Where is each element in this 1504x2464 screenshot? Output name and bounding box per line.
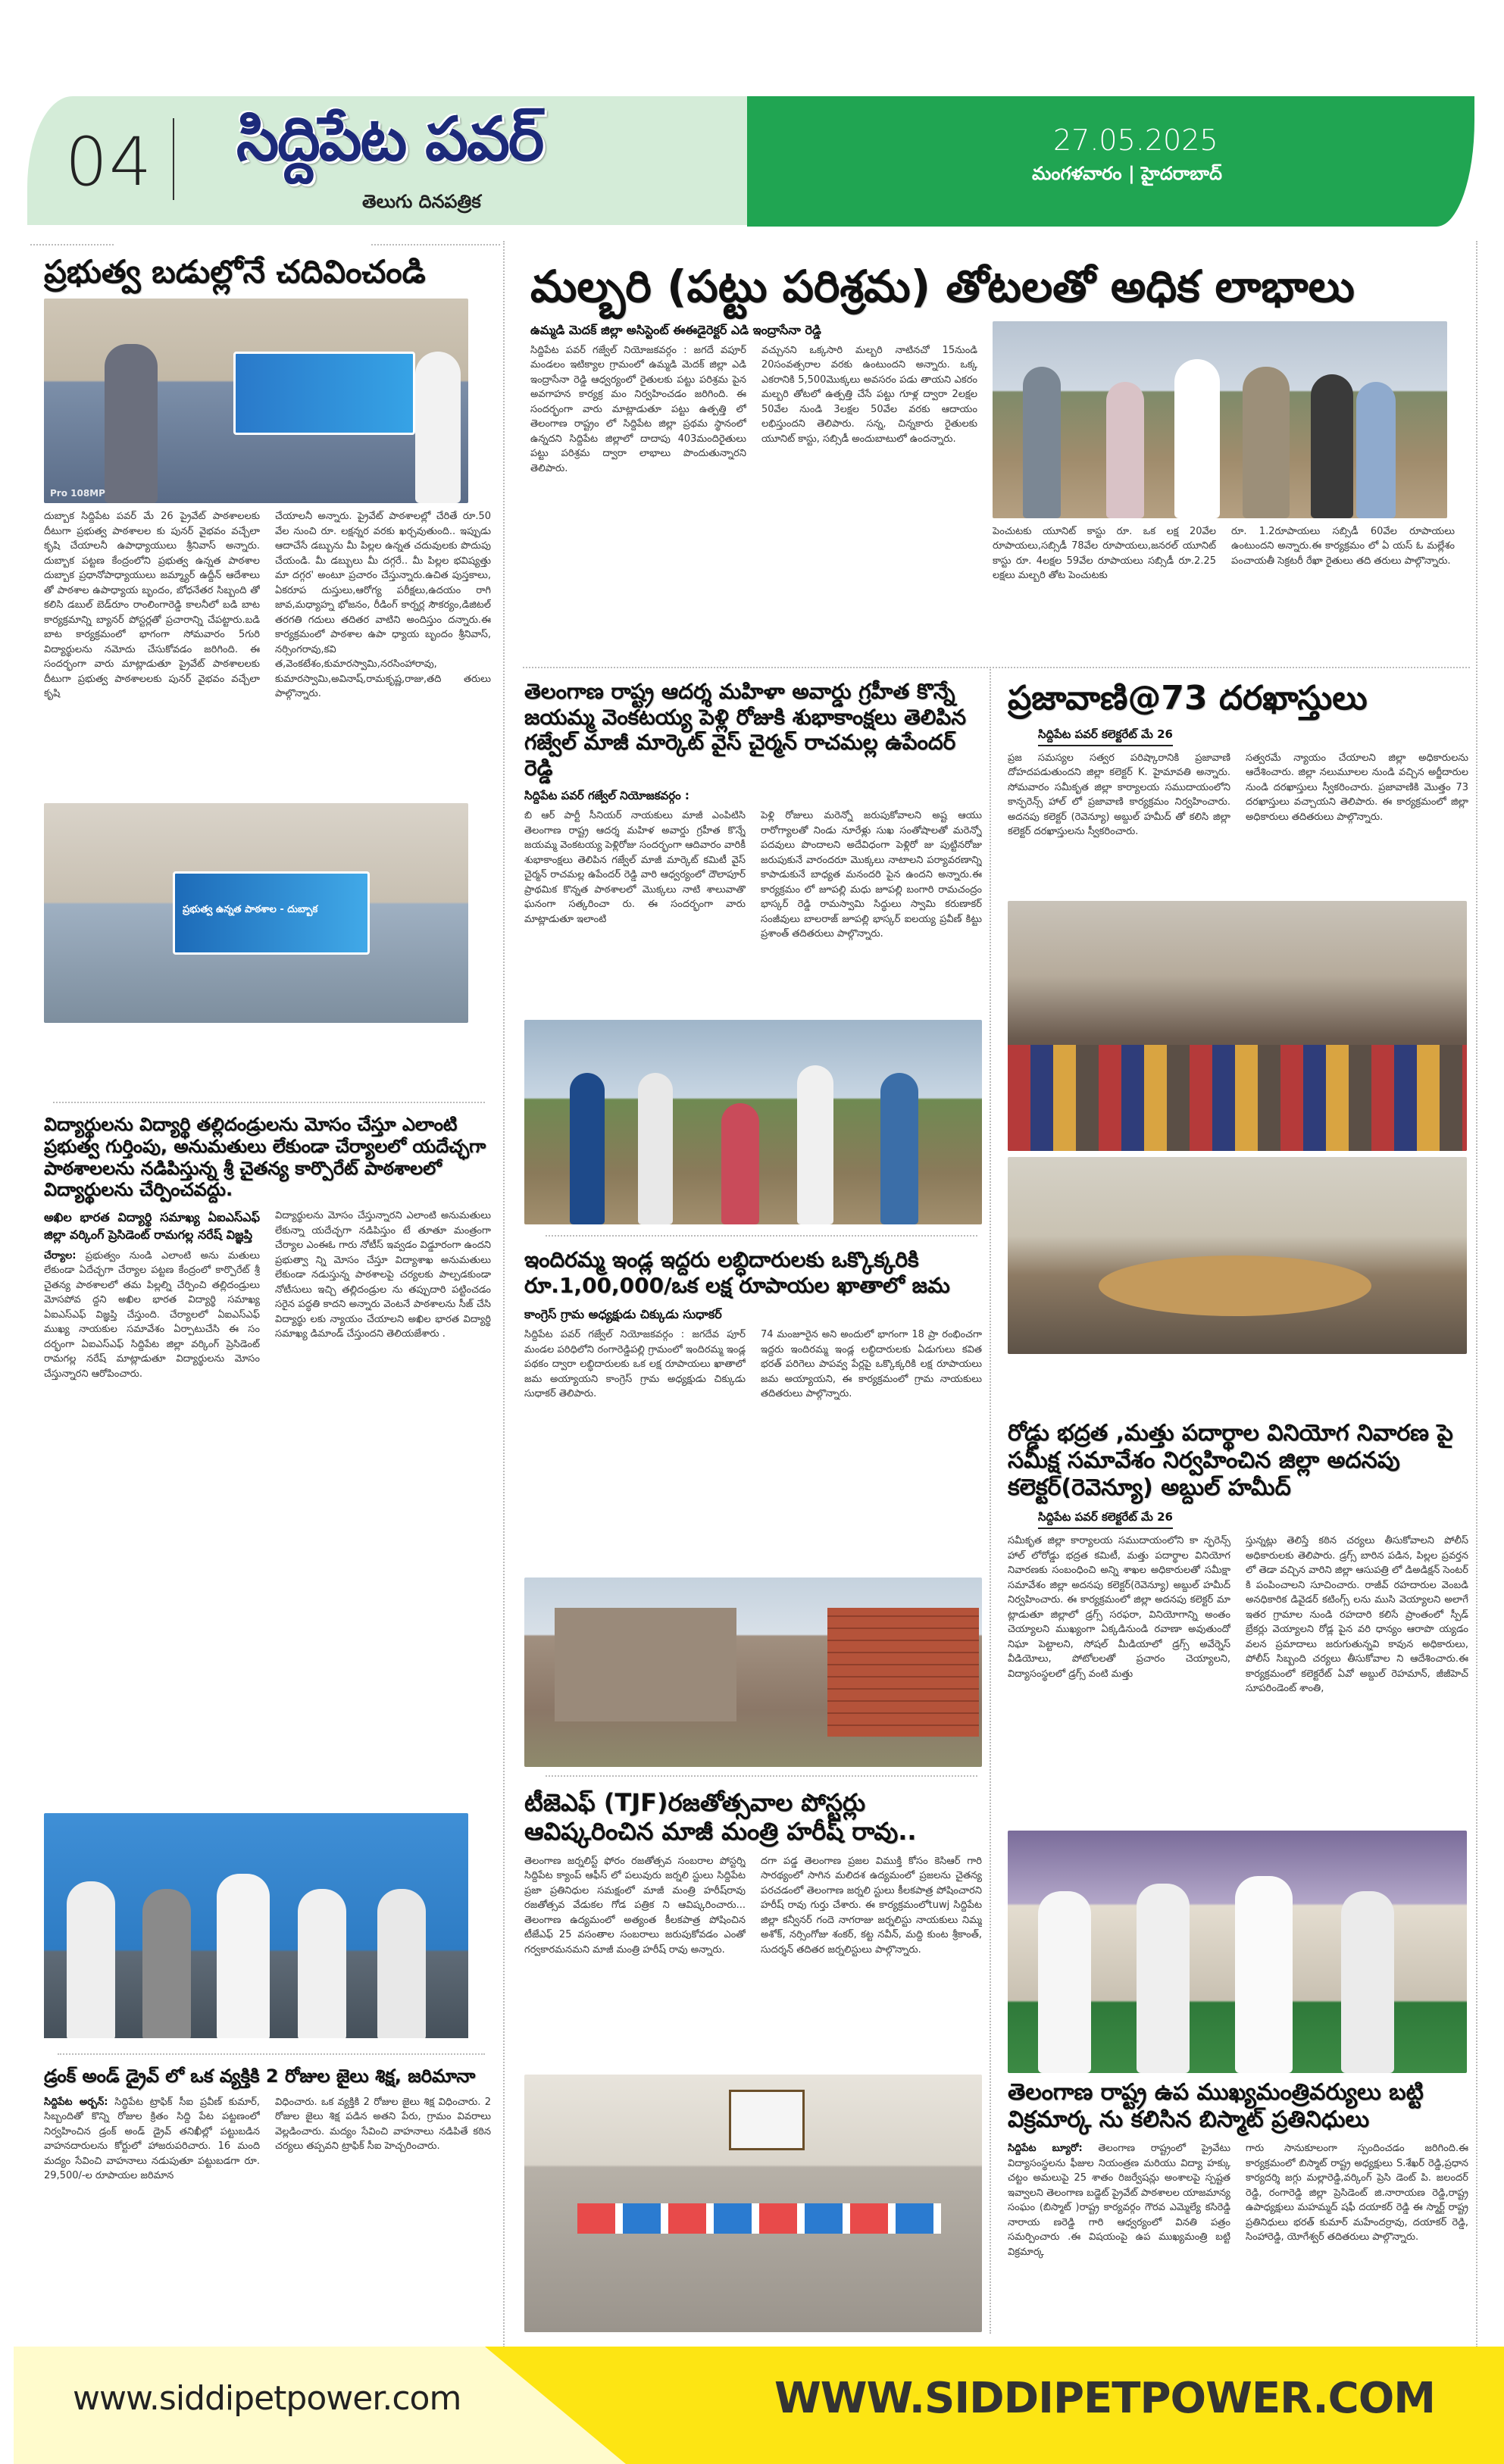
dateline: సిద్దిపేట బ్యూరో: xyxy=(1008,2143,1083,2154)
person-figure xyxy=(638,1073,673,1224)
body-column: పెళ్లి రోజులు మరెన్నో జరుపుకోవాలని అష్ట ఆయు రారోగ్యాలతో నిండు నూరేళ్లు సుఖ సంతోషాలతో మరెన్నో పదవులు పొందాలని అదేవిధంగా పెళ్లిరో జు పుట్టినరోజు జరుపుకునే వారందరూ మొక్కలు నాటాలని పర్యావరణాన్ని కాపాడుకునే బాధ్యత మనందరి పైన ఉందని అన్నారు.ఈ కార్యక్రమం లో జూపల్లి మధు జూపల్లి బంగారి రామచంద్రం భాస్కర్ రెడ్డి రామస్వామి సిద్ధులు స్వామి కరుణాకర్ సంజీవులు బాలరాజ్ జూపల్లి భాస్కర్ ఐలయ్య ప్రవీణ్ కిట్టు ప్రశాంత్ తదితరులు పాల్గొన్నారు. xyxy=(761,810,982,940)
column-rule xyxy=(990,667,991,2334)
subhead: ఉమ్మడి మెదక్ జిల్లా అసిస్టెంట్ ఈఈడైరెక్టర్ ఎడి ఇంద్రాసేనా రెడ్డి xyxy=(530,322,821,337)
body-column: విద్యార్థులను మోసం చేస్తున్నారని ఎలాంటి అనుమతులు లేకున్నా యదేచ్ఛగా నడిపిస్తుం టే తూతూ మంత్రంగా చేర్యాల ఎంఈఓ గారు నోటీస్ ఇవ్వడం విడ్డూరంగా ఉందని ప్రభుత్వా న్ని మోసం చేస్తూ విద్యాశాఖ అనుమతులు లేకుండా నడుస్తున్న పాఠశాలపై చర్యలకు పాల్పడకుండా నోటీసులు ఇచ్చి తల్లిదండ్రుల ను తప్పుదారి పట్టించడం సరైన పద్ధతి కాదని అన్నారు వెంటనే పాఠశాలను సీజ్ చేసి విద్యార్థు లకు న్యాయం చేయాలని అఖిల భారత విద్యార్థి సమాఖ్య డిమాండ్ చేస్తుందని తెలియజేశారు . xyxy=(275,1210,491,1340)
body-column: విధించారు. ఒక వ్యక్తికి 2 రోజుల జైలు శిక్ష విధించారు. 2 రోజుల జైలు శిక్ష పడిన అతని పేరు, గ్రామం వివరాలు వెల్లడించారు. మద్యం సేవించి వాహనాలు నడిపితే కఠిన చర్యలు తప్పవని ట్రాఫిక్ సీఐ హెచ్చరించారు. xyxy=(275,2096,491,2153)
photo-block xyxy=(993,321,1455,659)
article-divider xyxy=(546,1775,977,1777)
photo-sericulture-farm xyxy=(993,321,1447,518)
body-column: సిద్దిపేట పవర్ గజ్వేల్ నియోజకవర్గం : జగదే వపూర్ మండలం ఇటిక్యాల గ్రామంలో ఉమ్మడి మెదక్ జిల్లా ఎడి ఇంద్రాసేనా రెడ్డి ఆధ్వర్యంలో రైతులకు పట్టు పరిశ్రమ పైన అవగాహన కార్యక్ర మం నిర్వహించడం జరిగింది. ఈ సందర్భంగా వారు మాట్లాడుతూ పట్టు ఉత్పత్తి లో తెలంగాణ రాష్ట్రం లో సిద్దిపేట జిల్లా ప్రథమ స్థానంలో ఉన్నదని సిద్దిపేట జిల్లాలో దాదాపు 403మందిరైతులు పట్టు పరిశ్రమ ద్వారా లాభాలు పొందుతున్నారని తెలిపారు. xyxy=(530,344,746,474)
body-columns xyxy=(44,1209,491,1807)
headline[interactable]: టీజెఎఫ్ (TJF)రజతోత్సవాల పోస్టర్లు ఆవిష్కరించిన మాజీ మంత్రి హరీష్ రావు.. xyxy=(524,1788,917,1846)
brick-wall xyxy=(827,1608,979,1737)
body-column: సమీకృత జిల్లా కార్యాలయ సముదాయంలోని కా న్ఫరెన్స్ హాల్ లోరోడ్డు భద్రత కమిటీ, మత్తు పదార్థాల వినియోగ నివారణకు సంబంధించి అన్ని శాఖల అధికారులతో సమీక్షా సమావేశం జిల్లా అదనపు కలెక్టర్(రెవెన్యూ) అబ్దుల్ హమీద్ నిర్వహించారు. ఈ కార్యక్రమంలో జిల్లా అదనపు కలెక్టర్ మా ట్లాడుతూ జిల్లాలో డ్రగ్స్ సరఫరా, వినియోగాన్ని అంతం చెయ్యాలని ముఖ్యంగా ఏక్కడినుండి రవాణా అవుతుందో నిఘా పెట్టాలని, సోషల్ మీడియాలో డ్రగ్స్ అవేర్నెస్ వీడియోలు, పోటోలలతో ప్రచారం చెయ్యాలని, విద్యాసంస్థలలో డ్రగ్స్ వంటి మత్తు xyxy=(1008,1535,1230,1680)
person-figure xyxy=(1023,367,1061,518)
column-rule xyxy=(1476,241,1477,2347)
banner-text: ప్రభుత్వ ఉన్నత పాఠశాల - దుబ్బాక xyxy=(183,904,318,916)
person-figure xyxy=(880,1073,918,1224)
person-figure xyxy=(1311,374,1353,518)
body-column: బి ఆర్ పార్టీ సీనియర్ నాయకులు మాజీ ఎంపిటిసి తెలంగాణ రాష్ట్ర ఆదర్శ మహిళ అవార్డు గ్రహీత కొన్నే జయమ్మ వెంకటయ్య పెళ్లిరోజు సందర్భంగా ఆదివారం వారికీ శుభాకాంక్షలు తెలిపిన గజ్వేల్ మాజీ మార్కెట్ కమిటీ వైస్ చైర్మన్ రాచమల్ల ఉపేందర్ రెడ్డి వారి ఆధ్వర్యంలో దౌలాపూర్ ప్రాథమిక కొన్నత పాఠశాలలో మొక్కలు నాటి శాలువాతొ ఘనంగా సత్కరించా రు. ఈ సందర్భంగా వారు మాట్లాడుతూ ఇలాంటి xyxy=(524,810,746,925)
person-figure xyxy=(721,1103,759,1224)
headline[interactable]: ఇందిరమ్మ ఇండ్ల ఇద్దరు లబ్ధిదారులకు ఒక్కొక్కరికి రూ.1,00,000/ఒక లక్ష రూపాయల ఖాతాలో జమ xyxy=(524,1247,950,1298)
dateline: చేర్యాల: xyxy=(44,1249,77,1262)
body-column: ప్రజ సమస్యల సత్వర పరిష్కారానికి ప్రజావాణి దోహదపడుతుందని జిల్లా కలెక్టర్ K. హైమావతి అన్నారు. సోమవారం సమీకృత జిల్లా కార్యాలయ సముదాయంలోని కాన్ఫరెన్స్ హాల్ లో ప్రజావాణి కార్యక్రమం నిర్వహించారు. అదనపు కలెక్టర్ (రెవెన్యూ) అబ్దుల్ హమీద్ తో కలిసి జిల్లా కలెక్టర్ దరఖాస్తులను స్వీకరించారు. xyxy=(1008,752,1230,838)
crowd xyxy=(1008,1045,1467,1151)
website-link-small[interactable]: www.siddipetpower.com xyxy=(73,2379,461,2418)
article-bismat-deputy-cm xyxy=(1008,1831,1468,2334)
headline[interactable]: రోడ్డు భద్రత ,మత్తు పదార్థాల వినియోగ నివారణ పై సమీక్ష సమావేశం నిర్వహించిన జిల్లా అదనపు కలెక్టర్(రెవెన్యూ) అబ్దుల్ హమీద్ xyxy=(1008,1420,1453,1501)
person-figure xyxy=(415,352,461,503)
article-divider xyxy=(546,1235,977,1237)
person-figure xyxy=(797,1065,833,1224)
body-column: పెంచుటకు యూనిట్ కాస్టు రూ. ఒక లక్ష 20వేల రూపాయలు,సబ్సిడీ 78వేల రూపాయలు,జనరల్ యూనిట్ కాస్టు రూ. 4లక్షల 59వేల రూపాయలు సబ్సిడీ రూ.2.25 లక్షలు మల్బరి తోట పెంచుటకు xyxy=(993,525,1216,582)
body-column: తెలంగాణ జర్నలిస్ట్ ఫోరం రజతోత్సవ సంబరాల పోస్టర్ని సిద్దిపేట క్యాంప్ ఆఫీస్ లో పలువురు జర్నలి స్టులు సిద్దిపేట ప్రజా ప్రతినిధుల సమక్షంలో మాజీ మంత్రి హరీష్‌రావు రజతోత్సవ వేడుకల గోడ పత్రిక ని ఆవిష్కరించారు... తెలంగాణ ఉద్యమంలో అత్యంత కీలకపాత్ర పోషించిన టీజేఎఫ్ 25 వసంతాల సంబరాలు జరుపుకోవడం ఎంతో గర్వకారమనమని మాజీ మంత్రి హరీష్ రావు అన్నారు. xyxy=(524,1855,746,1956)
article-government-schools xyxy=(44,253,491,1090)
body-column: దుబ్బాక సిద్దిపేట పవర్ మే 26 ప్రైవేట్ పాఠశాలలకు దీటుగా ప్రభుత్వ పాఠశాలల కు పునర్ వైభవం వచ్చేలా కృషి చేయాలనీ ఉపాధ్యాయులు శ్రీనివాస్ అన్నారు. దుబ్బాక పట్టణ కేంద్రంలోని ప్రభుత్వ ఉన్నత పాఠశాల దుబ్బాక ప్రధానోపాధ్యాయులు జమ్మ్యార్ ఉద్దీన్ ఆదేశాలు తో పాఠశాల ఉపాధ్యాయ బృందం, బోధనేతర సిబ్బంది తో కలిసి డబుల్ బెడ్‌రూం రాంలింగారెడ్డి కాలనీలో బడి బాట కార్యక్రమాన్ని బ్యానర్ పోస్టర్లతో ప్రచారాన్ని చేపట్టారు.బడి బాట కార్యక్రమంలో భాగంగా సోమవారం 5గురి విద్యార్థులను నమోదు చేసుకోవడం జరిగింది. ఈ సందర్భంగా వారు మాట్లాడుతూ ప్రైవేట్ పాఠశాలలకు దీటుగా ప్రభుత్వ పాఠశాలలకు పునర్ వైభవం వచ్చేలా కృషి xyxy=(44,511,260,700)
body-columns xyxy=(524,808,982,1014)
photo-bismat-meeting xyxy=(1008,1831,1467,2073)
article-anniversary-greetings xyxy=(524,679,982,1224)
body-column: సత్వరమే న్యాయం చేయాలని జిల్లా అధికారులను ఆదేశించారు. జిల్లా నలుమూలల నుండి వచ్చిన అర్జీదారుల నుండి దరఖాస్తులు స్వీకరించారు. ప్రజావాణికి మొత్తం 73 దరఖాస్తులు వచ్చాయని తెలిపారు. ఈ కార్యక్రమంలో జిల్లా అధికారులు తదితరులు పాల్గొన్నారు. xyxy=(1246,752,1468,823)
body-columns xyxy=(44,509,491,797)
article-body-row xyxy=(530,321,1470,659)
person-figure xyxy=(67,1881,115,2038)
headline[interactable]: తెలంగాణ రాష్ట్ర ఉప ముఖ్యమంత్రివర్యులు బట్టి విక్రమార్క ను కలిసిన బిస్మాట్ ప్రతినిధులు xyxy=(1008,2079,1424,2133)
body-column: చేయాలనీ అన్నారు. ప్రైవేట్ పాఠశాలల్లో చేరితే రూ.50 వేల నుంచి రూ. లక్షన్నర వరకు ఖర్చవుతుంది.. ఇప్పుడు ఆదాచేసే డబ్బును మీ పిల్లల ఉన్నత చదువులకు పొదుపు చేయండి. మీ డబ్బులు మీ దగ్గరే.. మీ పిల్లల భవిష్యత్తు మా దగ్గర' అంటూ ప్రచారం చేస్తున్నారు.ఉచిత పుస్తకాలు, ఏకరూప దుస్తులు,ఆరోగ్య పరీక్షలు,ఉదయం రాగి జావ,మధ్యాహ్న భోజనం, రీడింగ్ కార్నర్ల సౌకర్యం,డిజిటల్ తరగతి గదులు తదితర వాటిని అందిస్తుం దన్నారు.ఈ కార్యక్రమంలో పాఠశాల ఉపా ధ్యాయ బృందం శ్రీనివాస్, నర్సింగరావు,కవి త,వెంకటేశం,కుమారస్వామి,నరసింహారావు, కుమారస్వామి,అవినాష్,రామకృష్ణ,రాజు,తది తరులు పాల్గొన్నారు. xyxy=(275,511,491,700)
headline[interactable]: డ్రంక్ అండ్ డ్రైవ్ లో ఒక వ్యక్తికి 2 రోజుల జైలు శిక్ష, జరిమానా xyxy=(44,2065,476,2087)
masthead-divider xyxy=(173,118,174,200)
body-text: ప్రభుత్వం నుండి ఎలాంటి అను మతులు లేకుండా ఏదేచ్ఛగా చేర్యాల పట్టణ కేంద్రంలో కార్పొరేట్ శ్రీ చైతన్య పాఠశాలలో తమ పిల్లల్ని చేర్పించి తల్లిదండ్రులు మోసపోవ ద్దని అఖిల భారత విద్యార్థి సమాఖ్య ఏఐఎస్ఎఫ్ విజ్ఞప్తి చేస్తుంది. చేర్యాలలో ఏఐఎస్ఎఫ్ ముఖ్య నాయకుల సమావేశం ఏర్పాటుచేసి ఈ సం దర్భంగా ఏఐఎస్ఎఫ్ సిద్దిపేట జిల్లా వర్కింగ్ ప్రెసిడెంట్ రామగల్ల నరేష్ మాట్లాడుతూ విద్యార్థులను మోసం చేస్తున్నారని ఆరోపించారు. xyxy=(44,1249,260,1380)
body-columns xyxy=(1008,2141,1468,2334)
person-figure xyxy=(1356,382,1396,518)
conference-table xyxy=(1099,1255,1371,1316)
body-columns xyxy=(44,2095,491,2334)
person-figure xyxy=(298,1889,346,2038)
body-columns xyxy=(524,1854,982,2068)
article-drunk-and-drive xyxy=(44,2065,491,2334)
subhead: అఖిల భారత విద్యార్థి సమాఖ్య ఏఐఎస్ఎఫ్ జిల్లా వర్కింగ్ ప్రెసిడెంట్ రామగల్ల నరేష్ విజ్ఞప్తి xyxy=(44,1210,260,1243)
person-figure xyxy=(1341,1891,1394,2073)
article-tjf-posters xyxy=(524,1788,982,2332)
article-divider xyxy=(58,2053,485,2055)
page-number: 04 xyxy=(65,123,153,201)
rule xyxy=(371,244,500,245)
headline[interactable]: మల్బరి (పట్టు పరిశ్రమ) తోటలతో అధిక లాభాలు xyxy=(530,261,1355,312)
body-column: గారు సానుకూలంగా స్పందించడం జరిగింది.ఈ కార్యక్రమంలో బిస్మాట్ రాష్ట్ర అధ్యక్షులు S.శేఖర్ రెడ్డి,ప్రధాన కార్యదర్శి జగ్గు మల్లారెడ్డి,వర్కింగ్ ప్రెసి డెంట్ పి. జలందర్ రెడ్డి, రంగారెడ్డి జిల్లా ప్రెసిడెంట్ జి.నారాయణ రెడ్డి,రాష్ట్ర ఉపాధ్యక్షులు మహమ్మద్ షఫీ దయాకర్ రెడ్డి ఈ స్మార్ట్ రాష్ట్ర ప్రతినిధులు భరత్ కుమార్ మహేందర్రావు, దయాకర్ రెడ్డి, సింహారెడ్డి, యోగేశ్వర్ తదితరులు పాల్గొన్నారు. xyxy=(1246,2143,1468,2243)
photo-caption: Pro 108MP xyxy=(50,488,105,499)
article-sericulture xyxy=(530,261,1470,659)
photo-house-construction xyxy=(524,1578,982,1767)
person-figure xyxy=(377,1889,426,2038)
headline[interactable]: విద్యార్థులను విద్యార్థి తల్లిదండ్రులను మోసం చేస్తూ ఎలాంటి ప్రభుత్వ గుర్తింపు, అనుమతులు లేకుండా చేర్యాలలో యదేచ్ఛగా పాఠశాలలను నడిపిస్తున్న శ్రీ చైతన్య కార్పొరేట్ పాఠశాలలో విద్యార్థులను చేర్పించవద్దు. xyxy=(44,1114,486,1201)
body-columns xyxy=(524,1327,982,1571)
body-column: వచ్చునని ఒక్కసారి మల్బరి నాటినచో 15నుండి 20సంవత్సరాల వరకు ఉంటుందని అన్నారు. ఒక్క ఎకరానికి 5,500మొక్కలు అవసరం పడు తాయని ఎకరం మల్బరి తోటలో ఉత్పత్తి చేసే పట్టు గూళ్ల ద్వారా 2లక్షల 50వేల నుండి 3లక్షల 50వేల వరకు ఆదాయం లభిస్తుందని తెలిపారు. సన్న, చిన్నకారు రైతులకు యూనిట్ కాస్టు, సబ్సిడీ అందుబాటులో ఉందన్నారు. xyxy=(761,344,977,445)
issue-date: 27.05.2025 xyxy=(1053,124,1218,157)
body-columns xyxy=(1008,1534,1468,1821)
photo-prajavani-hall xyxy=(1008,901,1467,1151)
person-figure xyxy=(1243,367,1290,518)
article-road-safety-review xyxy=(1008,1420,1468,1821)
person-figure xyxy=(1106,382,1144,518)
posters-row xyxy=(577,2203,941,2234)
person-figure xyxy=(1137,1884,1190,2073)
photo-school-banner xyxy=(44,299,468,503)
person-figure xyxy=(217,1874,270,2038)
article-indiramma-houses xyxy=(524,1247,982,1767)
issue-day-location: మంగళవారం | హైదరాబాద్ xyxy=(1032,163,1222,184)
article-corporate-school-warning xyxy=(44,1114,491,2038)
body-column xyxy=(44,2095,260,2334)
rule xyxy=(30,244,114,245)
newspaper-logo[interactable]: సిద్దిపేట పవర్ xyxy=(236,104,543,174)
body-columns xyxy=(993,524,1455,659)
headline[interactable]: ప్రభుత్వ బడుల్లోనే చదివించండి xyxy=(44,253,426,290)
body-column xyxy=(1008,2141,1230,2334)
body-text: సిద్ధిపేట ట్రాఫిక్ సీఐ ప్రవీణ్ కుమార్, సిబ్బందితో కొన్ని రోజుల క్రితం సిద్ది పేట పట్టణంలో నిర్వహించిన డ్రంక్ అండ్ డ్రైవ్ తనిఖీల్లో పట్టుబడిన వాహనదారులను కోర్టులో హాజరుపరిచారు. 16 మంది మద్యం సేవించి వాహనాలు నడుపుతూ పట్టుబడగా రూ. 29,500/-ల రూపాయల జరిమాన xyxy=(44,2096,260,2182)
banner-image xyxy=(173,871,370,955)
body-columns xyxy=(530,343,977,659)
byline: సిద్దిపేట పవర్ కలెక్టరేట్ మే 26 xyxy=(1038,1509,1173,1529)
portrait-frame xyxy=(729,2090,805,2150)
body-column xyxy=(44,1209,260,1807)
person-figure xyxy=(570,1073,605,1224)
column-rule xyxy=(503,241,505,2347)
banner-image xyxy=(233,352,415,435)
byline: సిద్దిపేట పవర్ కలెక్టరేట్ మే 26 xyxy=(1038,727,1173,746)
photo-review-meeting xyxy=(1008,1157,1467,1354)
body-column: 74 మంజూరైన అని అందులో భాగంగా 18 ప్రా రంభించగా ఇద్దరు ఇందిరమ్మ ఇండ్ల లబ్ధిదారులకు ఏడుగులు కవిత భరత్ పరిగెలు పాపవ్వ పేర్లపై ఒక్కొక్కరికి లక్ష రూపాయలు జమ అయ్యాయని, ఈ కార్యక్రమంలో గ్రామ నాయకులు తదితరులు పాల్గొన్నారు. xyxy=(761,1329,982,1400)
headline[interactable]: ప్రజావాణి@73 దరఖాస్తులు xyxy=(1008,679,1368,718)
body-column: దగా పడ్డ తెలంగాణ ప్రజల విముక్తి కోసం కెసిఆర్ గారి సారథ్యంలో సాగిన మలిదశ ఉద్యమంలో ప్రజలను చైతన్య పరచడంలో తెలంగాణ జర్నలి స్టులు కీలకపాత్ర పోషించారని హరీష్ రావు గుర్తు చేశారు. ఈ కార్యక్రమంలోtuwj సిద్దిపేట జిల్లా కన్వీనర్ గందె నాగరాజు జర్నలిస్టు నాయకులు నిమ్మ అశోక్, నర్సింగోజు శంకర్, కట్ట నవీన్, మద్ది కుంట శ్రీకాంత్, సుదర్శన్ తదితర జర్నలిస్టులు పాల్గొన్నారు. xyxy=(761,1855,982,1956)
photo-aisf-activists xyxy=(44,1813,468,2038)
headline[interactable]: తెలంగాణ రాష్ట్ర ఆదర్శ మహిళా అవార్డు గ్రహీత కొన్నే జయమ్మ వెంకటయ్య పెళ్లి రోజుకి శుభాకాంక్షలు తెలిపిన గజ్వేల్ మాజీ మార్కెట్ వైస్ చైర్మన్ రాచమల్ల ఉపేందర్ రెడ్డి xyxy=(524,679,966,780)
article-divider xyxy=(53,1102,485,1103)
masthead-right-panel xyxy=(747,96,1474,227)
person-figure xyxy=(142,1889,191,2038)
newspaper-tagline: తెలుగు దినపత్రిక xyxy=(362,191,481,212)
body-text: తెలంగాణ రాష్ట్రంలో ప్రైవేటు విద్యాసంస్థలను ఫీజుల నియంత్రణ మరియు విద్యా హక్కు చట్టం అమలుపై 25 శాతం రిజర్వేషన్లు అంశాలపై స్పష్టత ఇవ్వాలని తెలంగాణ బడ్జెట్ ప్రైవేట్ పాఠశాలల యాజమాన్య సంఘం (బిస్మాట్ )రాష్ట్ర కార్యవర్గం గౌరవ ఎమ్మెల్యే కసిరెడ్డి నారాయ ణరెడ్డి గారి ఆధ్వర్యంలో వినతి పత్రం సమర్పించారు .ఈ విషయంపై ఉప ముఖ్యమంత్రి బట్టి విక్రమార్క xyxy=(1008,2143,1230,2258)
article-divider xyxy=(523,667,1470,668)
dateline: సిద్దిపేట అర్బన్: xyxy=(44,2096,108,2108)
article-prajavani xyxy=(1008,679,1468,1412)
person-figure xyxy=(105,344,158,503)
person-figure xyxy=(1235,1876,1293,2073)
photo-school-rally xyxy=(44,803,468,1023)
person-figure xyxy=(1038,1891,1091,2073)
website-link-large[interactable]: WWW.SIDDIPETPOWER.COM xyxy=(774,2374,1436,2423)
building xyxy=(555,1608,736,1721)
subhead: కాంగ్రెస్ గ్రామ అధ్యక్షుడు చిక్కుడు సుధాకర్ xyxy=(524,1307,722,1322)
person-figure xyxy=(1174,359,1220,518)
body-columns xyxy=(1008,751,1468,895)
body-column: రూ. 1.2రూపాయలు సబ్సిడీ 60వేల రూపాయలు ఉంటుందని అన్నారు.ఈ కార్యక్రమం లో ఏ యస్ ఓ మల్లేశం పంచాయతీ సెక్రటరీ రేఖా రైతులు తది తరులు పాల్గొన్నారు. xyxy=(1231,525,1455,567)
text-block xyxy=(530,321,977,659)
byline: సిద్దిపేట పవర్ గజ్వేల్ నియోజకవర్గం : xyxy=(524,789,689,803)
body-column: సిద్దిపేట పవర్ గజ్వేల్ నియోజకవర్గం : జగదేవ పూర్ మండల పరిధిలోని రంగారెడ్డిపల్లి గ్రామంలో ఇందిరమ్మ ఇండ్ల పథకం ద్వారా లబ్ధిదారులకు ఒక లక్ష రూపాయలు ఖాతాలో జమ అయ్యాయని కాంగ్రెస్ గ్రామ అధ్యక్షుడు చిక్కుడు సుధాకర్ తెలిపారు. xyxy=(524,1329,746,1400)
photo-plantation xyxy=(524,1020,982,1224)
body-column: స్తున్నట్లు తెలిస్తే కఠిన చర్యలు తీసుకోవాలని పోలీస్ అధికారులకు తెలిపారు. డ్రగ్స్ బారిన పడిన, పిల్లల ప్రవర్తన లో తెడా వచ్చిన వారిని జిల్లా ఆసుపత్రి లో డిఅడిక్షన్ సెంటర్ కి పంపించాలని సూచించారు. రాజీవ్ రహదారుల వెంబడి అనధికారిక డివైడర్ కటింగ్స్ లను ముసి వెయ్యాలని అలాగే ఇతర గ్రామాల నుండి రహదారి కలిసే ప్రాంతంలో స్పీడ్ బ్రేకర్లు వెయ్యాలని రోడ్ల పైన వరి ధాన్యం ఆరాపొ య్యడం వలన ప్రమాదాలు జరుగుతున్నవి కావున అధికారులు, పోలీస్ సిబ్బంది చర్యలు తీసుకోవాల ని ఆదేశించారు.ఈ కార్యక్రమంలో కలెక్టరేట్ ఏవో అబ్దుల్ రెహమాన్, జీజీహెచ్ సూపరిండెంట్ శాంతి, xyxy=(1246,1535,1468,1694)
photo-tjf-poster-launch xyxy=(524,2075,982,2332)
